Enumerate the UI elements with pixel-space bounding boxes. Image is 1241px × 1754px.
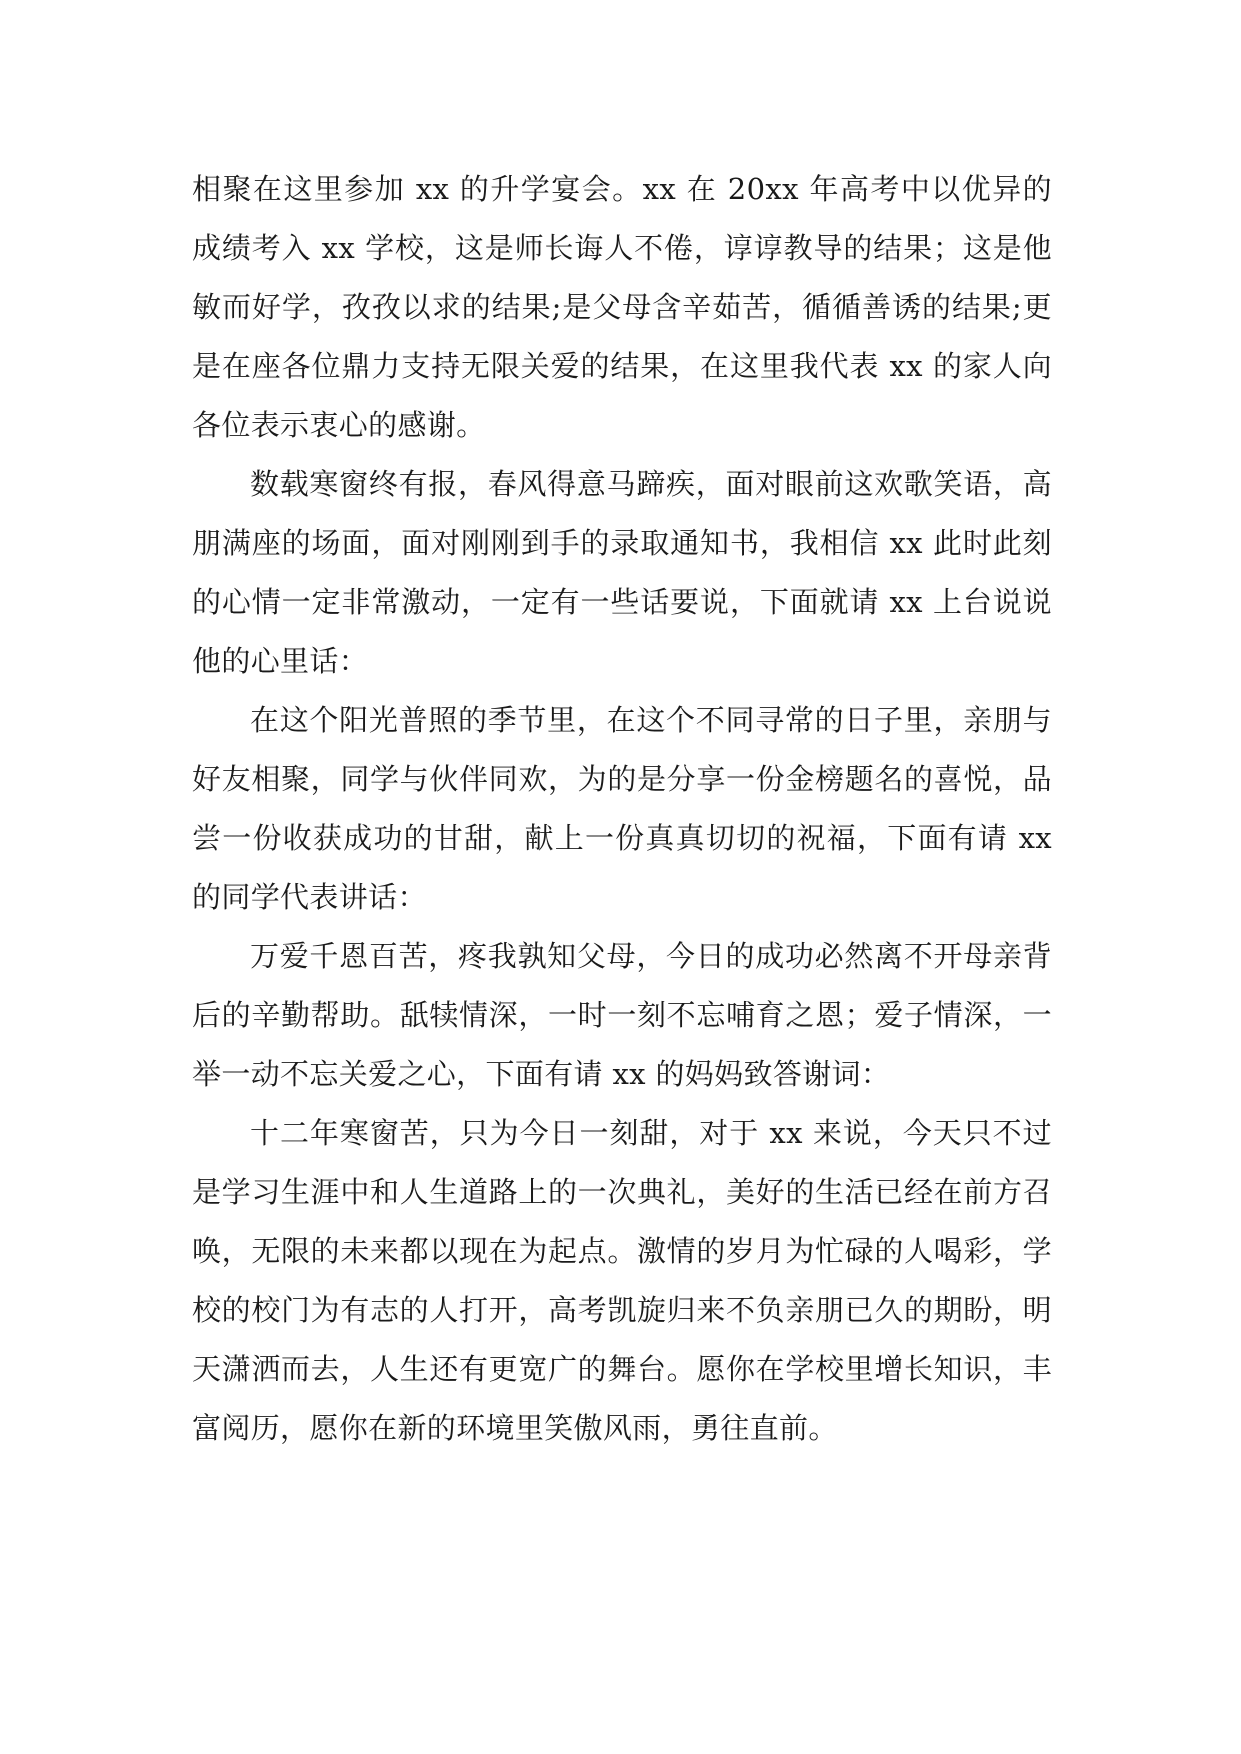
paragraph: 万爱千恩百苦，疼我孰知父母，今日的成功必然离不开母亲背后的辛勤帮助。舐犊情深，一时一刻不忘哺育之恩；爱子情深，一举一动不忘关爱之心，下面有请 xx 的妈妈致答谢词： xyxy=(192,939,1052,1091)
document-body xyxy=(192,160,1052,1458)
paragraph: 在这个阳光普照的季节里，在这个不同寻常的日子里，亲朋与好友相聚，同学与伙伴同欢，为的是分享一份金榜题名的喜悦，品尝一份收获成功的甘甜，献上一份真真切切的祝福，下面有请 xx 的同学代表讲话： xyxy=(192,703,1052,914)
paragraph: 相聚在这里参加 xx 的升学宴会。xx 在 20xx 年高考中以优异的成绩考入 xx 学校，这是师长诲人不倦，谆谆教导的结果；这是他敏而好学，孜孜以求的结果;是父母含辛茹苦，循循善诱的结果;更是在座各位鼎力支持无限关爱的结果，在这里我代表 xx 的家人向各位表示衷心的感谢。 xyxy=(192,172,1052,442)
paragraph: 十二年寒窗苦，只为今日一刻甜，对于 xx 来说，今天只不过是学习生涯中和人生道路上的一次典礼，美好的生活已经在前方召唤，无限的未来都以现在为起点。激情的岁月为忙碌的人喝彩，学校的校门为有志的人打开，高考凯旋归来不负亲朋已久的期盼，明天潇洒而去，人生还有更宽广的舞台。愿你在学校里增长知识，丰富阅历，愿你在新的环境里笑傲风雨，勇往直前。 xyxy=(192,1116,1052,1445)
paragraph: 数载寒窗终有报，春风得意马蹄疾，面对眼前这欢歌笑语，高朋满座的场面，面对刚刚到手的录取通知书，我相信 xx 此时此刻的心情一定非常激动，一定有一些话要说，下面就请 xx 上台说说他的心里话： xyxy=(192,467,1052,678)
